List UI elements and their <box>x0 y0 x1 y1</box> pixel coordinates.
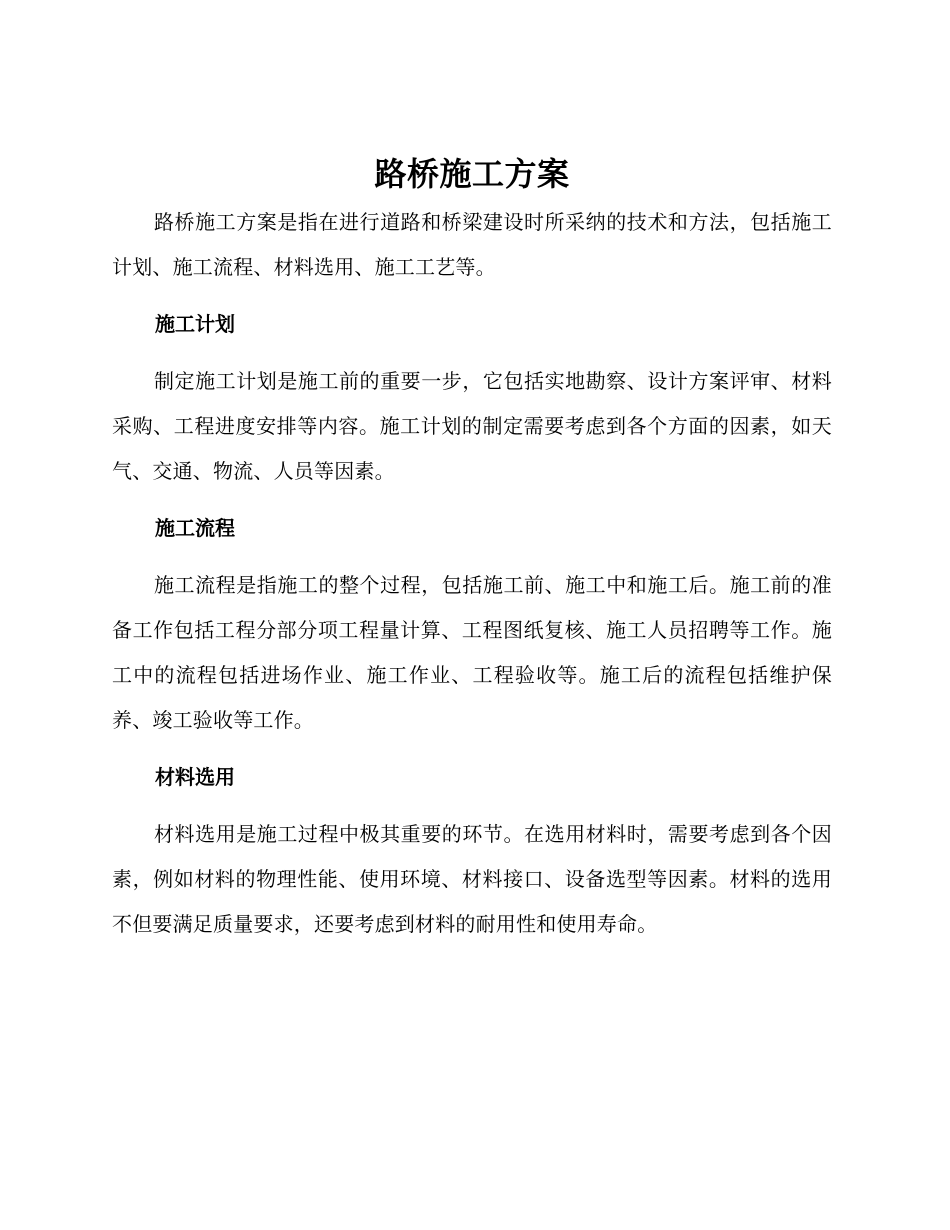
spacer <box>112 800 832 812</box>
spacer <box>112 290 832 302</box>
section-heading-process: 施工流程 <box>155 516 235 540</box>
spacer <box>112 551 832 563</box>
document-page <box>112 148 832 947</box>
spacer <box>112 743 832 755</box>
spacer <box>112 347 832 359</box>
section-body-plan: 制定施工计划是施工前的重要一步，它包括实地勘察、设计方案评审、材料采购、工程进度安排等内容。施工计划的制定需要考虑到各个方面的因素，如天气、交通、物流、人员等因素。 <box>112 369 832 483</box>
section-body-materials: 材料选用是施工过程中极其重要的环节。在选用材料时，需要考虑到各个因素，例如材料的物理性能、使用环境、材料接口、设备选型等因素。材料的选用不但要满足质量要求，还要考虑到材料的耐用性和使用寿命。 <box>112 822 832 936</box>
section-heading-plan: 施工计划 <box>155 312 235 336</box>
section-heading-materials: 材料选用 <box>155 765 235 789</box>
document-title: 路桥施工方案 <box>374 155 570 193</box>
section-body-process: 施工流程是指施工的整个过程，包括施工前、施工中和施工后。施工前的准备工作包括工程分部分项工程量计算、工程图纸复核、施工人员招聘等工作。施工中的流程包括进场作业、施工作业、工程验收等。施工后的流程包括维护保养、竣工验收等工作。 <box>112 573 832 732</box>
spacer <box>112 494 832 506</box>
intro-paragraph: 路桥施工方案是指在进行道路和桥梁建设时所采纳的技术和方法，包括施工计划、施工流程、材料选用、施工工艺等。 <box>112 210 832 279</box>
